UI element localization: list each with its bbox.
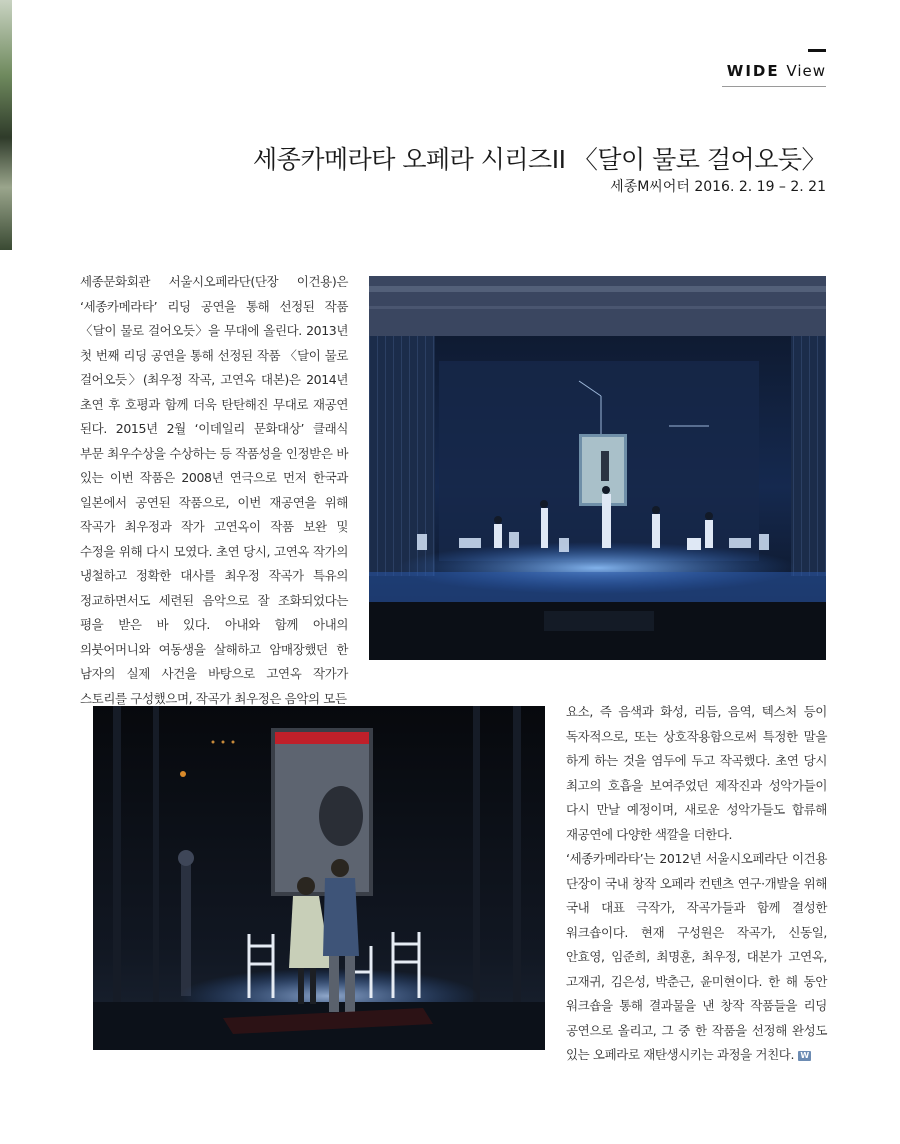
stage-photo-ensemble [369,276,826,660]
body-paragraph-2-text: ‘세종카메라타’는 2012년 서울시오페라단 이건용 단장이 국내 창작 오페라 컨텐츠 연구·개발을 위해 국내 대표 극작가, 작곡가들과 함께 결성한 워크숍이다. 현재 구성원은 작곡가, 신동일, 안효영, 임준희, 최명훈, 최우정, 대본가 고연옥, 고재귀, 김은성, 박춘근, 윤미현이다. 한 해 동안 워크숍을 통해 결과물을 낸 창작 작품들을 리딩 공연으로 올리고, 그 중 한 작품을 선정해 완성도 있는 오페라로 재탄생시키는 과정을 거친다. [566,851,827,1062]
header-rule-mark [808,49,826,52]
article-subtitle: 세종M씨어터 2016. 2. 19 – 2. 21 [610,179,826,195]
end-mark-icon: W [798,1051,811,1061]
body-column-1: 세종문화회관 서울시오페라단(단장 이건용)은 ‘세종카메라타’ 리딩 공연을 통해 선정된 작품 〈달이 물로 걸어오듯〉을 무대에 올린다. 2013년 첫 번째 리딩 공연을 통해 선정된 작품 〈달이 물로 걸어오듯〉(최우정 작곡, 고연옥 대본)은 2014년 초연 후 호평과 함께 더욱 탄탄해진 무대로 재공연 된다. 2015년 2월 ‘이데일리 문화대상’ 클래식 부문 최우수상을 수상하는 등 작품성을 인정받은 바 있는 이번 작품은 2008년 연극으로 먼저 한국과 일본에서 공연된 작품으로, 이번 재공연을 위해 작곡가 최우정과 작가 고연옥이 작품 보완 및 수정을 위해 다시 모였다. 초연 당시, 고연옥 작가의 냉철하고 정확한 대사를 최우정 작곡가 특유의 정교하면서도 세련된 음악으로 잘 조화되었다는 평을 받은 바 있다. 아내와 함께 아내의 의붓어머니와 여동생을 살해하고 암매장했던 한 남자의 실제 사건을 바탕으로 고연옥 작가가 스토리를 구성했으며, 작곡가 최우정은 음악의 모든 [80,274,348,706]
section-label-strong: WIDE [726,62,780,80]
body-paragraph-1: 요소, 즉 음색과 화성, 리듬, 음역, 텍스처 등이 독자적으로, 또는 상호작용함으로써 특정한 말을 하게 하는 것을 염두에 두고 작곡했다. 초연 당시 최고의 호흡을 보여주었던 제작진과 성악가들이 다시 만날 예정이며, 새로운 성악가들도 합류해 재공연에 다양한 색깔을 더한다. [566,704,827,842]
body-column-2 [566,700,827,1068]
article-title: 세종카메라타 오페라 시리즈II 〈달이 물로 걸어오듯〉 [253,145,826,174]
stage-photo-duet [93,706,545,1050]
adjacent-page-photo-edge [0,0,12,250]
section-label-light: View [786,62,826,80]
section-label [727,62,826,80]
body-paragraph-2 [566,847,827,1068]
header-divider [722,86,826,87]
